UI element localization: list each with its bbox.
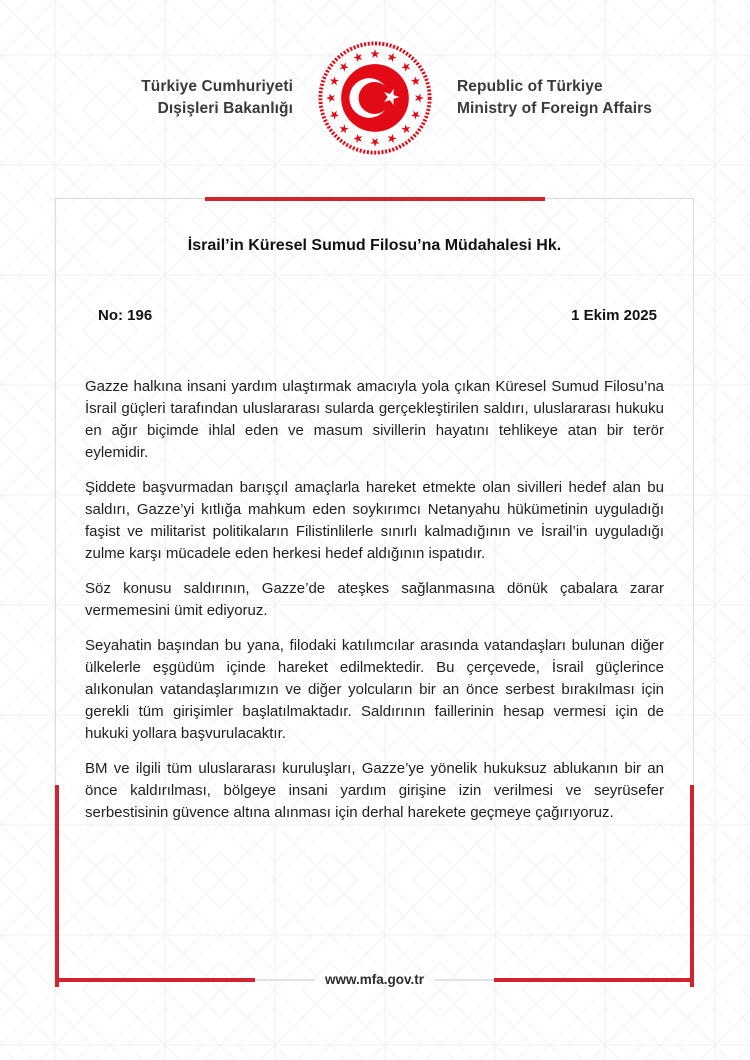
page-title: İsrail’in Küresel Sumud Filosu’na Müdahalesi Hk. <box>187 237 562 254</box>
document-date: 1 Ekim 2025 <box>571 307 657 324</box>
org-en-line1: Republic of Türkiye <box>457 78 603 95</box>
org-en-line2: Ministry of Foreign Affairs <box>457 100 653 117</box>
body-paragraph: Söz konusu saldırının, Gazze’de ateşkes sağlanmasına dönük çabalara zarar vermemesini ümit ediyoruz. <box>85 580 664 619</box>
org-name-english <box>457 76 675 120</box>
mfa-emblem-icon <box>317 40 433 156</box>
footer-gray-segment-right <box>434 979 494 981</box>
left-red-accent-bar <box>55 785 59 987</box>
right-red-accent-bar <box>690 785 694 987</box>
footer-rule <box>55 972 694 987</box>
body-paragraph: Şiddete başvurmadan barışçıl amaçlarla hareket etmekte olan sivilleri hedef alan bu saldırı, Gazze’yi kıtlığa mahkum eden soykırımcı Netanyahu hükümetinin uyguladığı faşist ve militarist politikaların Filistinlilerle sınırlı kalmadığının ve İsrail’in uyguladığı zulme karşı mücadele eden herkesi hedef aldığının ispatıdır. <box>85 479 664 562</box>
document-meta-row <box>56 307 693 324</box>
body-paragraph: BM ve ilgili tüm uluslararası kuruluşları, Gazze’ye yönelik hukuksuz ablukanın bir an önce kaldırılması, bölgeye insani yardım girişine izin verilmesi ve seyrüsefer serbestisinin güvence altına alınması için derhal harekete geçmeye çağırıyoruz. <box>85 760 664 821</box>
body-paragraph: Gazze halkına insani yardım ulaştırmak amacıyla yola çıkan Küresel Sumud Filosu’na İsrail güçleri tarafından uluslararası sularda gerçekleştirilen saldırı, uluslararası hukuku en ağır biçimde ihlal eden ve masum sivillerin hayatını tehlikeye atan bir terör eylemidir. <box>85 378 664 461</box>
org-tr-line2: Dışişleri Bakanlığı <box>157 100 293 117</box>
footer-red-segment-right <box>494 978 694 982</box>
org-name-turkish <box>75 76 293 120</box>
body-paragraph: Seyahatin başından bu yana, filodaki katılımcılar arasında vatandaşları bulunan diğer ülkelerle eşgüdüm içinde hareket edilmektedir. Bu çerçevede, İsrail güçlerince alıkonulan vatandaşlarımızın ve diğer yolcuların bir an önce serbest bırakılması için gerekli tüm girişimler başlatılmaktadır. Saldırının faillerinin hesap vermesi için de hukuki yollara başvurulacaktır. <box>85 637 664 742</box>
letterhead-header <box>0 40 750 156</box>
top-red-accent-bar <box>205 197 545 201</box>
document-body <box>56 376 693 824</box>
footer-red-segment-left <box>55 978 255 982</box>
press-release-box <box>55 198 694 985</box>
website-url: www.mfa.gov.tr <box>325 972 425 987</box>
footer-gray-segment-left <box>255 979 315 981</box>
document-number: No: 196 <box>98 307 153 324</box>
org-tr-line1: Türkiye Cumhuriyeti <box>141 78 293 95</box>
